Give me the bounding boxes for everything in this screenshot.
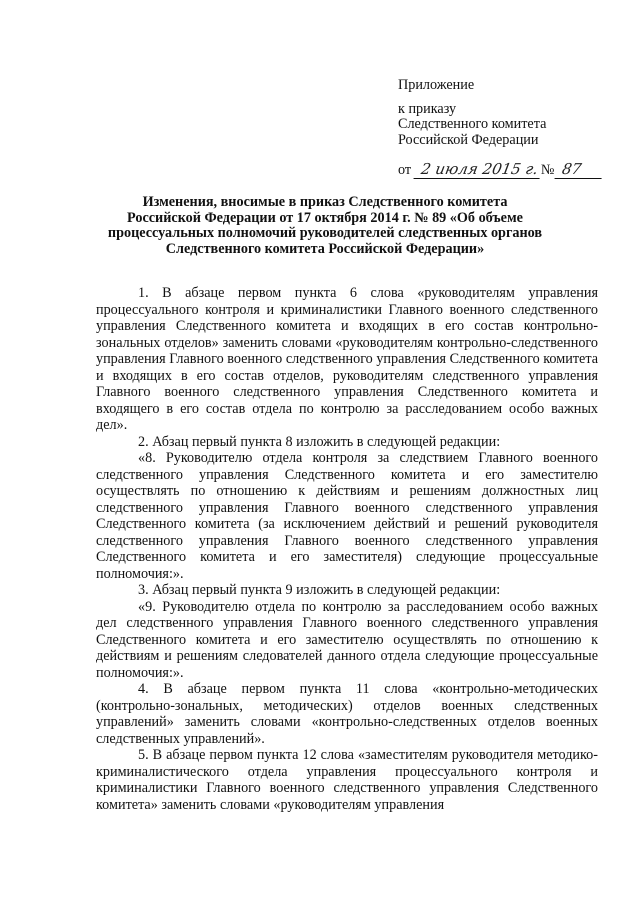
annex-committee: Следственного комитета	[398, 116, 547, 133]
paragraph-item-1: 1. В абзаце первом пункта 6 слова «руководителям управления процессуального контроля и криминалистики Главного военного следственного управления Следственного комитета и входящих в его состав контрольно-зональных отделов» заменить словами «руководителям контрольно-следственного управления Главного военного следственного управления Следственного комитета и входящих в его состав отделов, руководителям следственного управления Главного военного следственного управления Следственного комитета и входящего в его состав отдела по контролю за расследованием особо важных дел».	[96, 285, 598, 433]
annex-country: Российской Федерации	[398, 131, 539, 148]
paragraph-item-2-text: «8. Руководителю отдела контроля за следствием Главного военного следственного управления Следственного комитета и его заместителю осуществлять по отношению к действиям и решениям должностных лиц следственного управления Главного военного следственного управления Следственного комитета (за исключением действий и решений руководителя следственного управления Главного военного следственного управления Следственного комитета и его заместителя) следующие процессуальные полномочия:».	[96, 450, 598, 582]
paragraph-item-5: 5. В абзаце первом пункта 12 слова «заместителям руководителя методико-криминалистического отдела управления процессуального контроля и криминалистики Главного военного следственного управления Следственного комитета» заменить словами «руководителям управления	[96, 747, 598, 813]
title-line: Изменения, вносимые в приказ Следственного комитета	[142, 194, 508, 210]
title-line: Российской Федерации от 17 октября 2014 г. № 89 «Об объеме	[127, 209, 523, 226]
title-line: процессуальных полномочий руководителей следственных органов	[107, 225, 543, 242]
handwritten-date: 2 июля 2015 г.	[414, 162, 543, 179]
paragraph-item-3-text: «9. Руководителю отдела по контролю за расследованием особо важных дел следственного управления Главного военного следственного управления Следственного комитета и его заместителю осуществлять по отношению к действиям и решениям следователей данного отдела следующие процессуальные полномочия:».	[96, 598, 598, 681]
date-prefix: от	[398, 162, 412, 179]
handwritten-number: 87	[555, 162, 605, 179]
paragraph-item-4: 4. В абзаце первом пункта 11 слова «контрольно-методических (контрольно-зональных, методических) отделов военных следственных управлений» заменить словами «контрольно-следственных отделов военных следственных управлений».	[96, 681, 598, 747]
title-line: Следственного комитета Российской Федерации»	[165, 240, 485, 257]
paragraph-item-2: 2. Абзац первый пункта 8 изложить в следующей редакции:	[138, 433, 501, 450]
annex-label: Приложение	[398, 77, 475, 93]
annex-date-line	[398, 162, 628, 179]
paragraph-item-3: 3. Абзац первый пункта 9 изложить в следующей редакции:	[138, 582, 501, 598]
annex-order-ref: к приказу	[398, 100, 457, 117]
annex-header	[398, 78, 628, 179]
number-sign: №	[540, 162, 555, 179]
document-title	[80, 195, 570, 257]
document-body	[96, 285, 598, 813]
